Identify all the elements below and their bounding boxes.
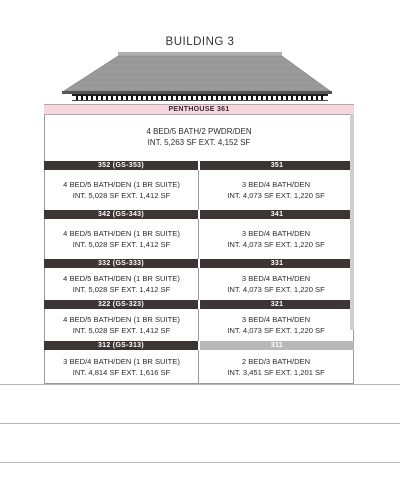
unit-number-bar: 322 (GS-323)	[44, 300, 198, 309]
building-title: BUILDING 3	[165, 36, 235, 48]
unit-number-bar: 351	[200, 161, 354, 170]
ground-line-2	[0, 423, 400, 424]
unit-area: INT. 3,451 SF EXT. 1,201 SF	[227, 368, 325, 377]
unit-cell	[199, 170, 354, 210]
roof-eave	[62, 91, 332, 94]
unit-number-bar: 352 (GS-353)	[44, 161, 198, 170]
unit-number-bar: 312 (GS-313)	[44, 341, 198, 350]
unit-area: INT. 4,814 SF EXT. 1,616 SF	[72, 368, 171, 377]
floor-row	[44, 161, 354, 210]
unit-layout: 3 BED/4 BATH/DEN (1 BR SUITE)	[63, 357, 180, 366]
unit-number-bar: 341	[200, 210, 354, 219]
unit-layout: 4 BED/5 BATH/DEN (1 BR SUITE)	[63, 229, 180, 238]
unit-number-bar: 331	[200, 259, 354, 268]
penthouse-label: PENTHOUSE 361	[44, 104, 354, 115]
unit-area: INT. 5,028 SF EXT. 1,412 SF	[72, 285, 171, 294]
unit-cell	[44, 219, 199, 259]
roof-illustration	[0, 0, 400, 110]
unit-cell	[44, 268, 199, 300]
unit-cell	[199, 268, 354, 300]
unit-area: INT. 5,028 SF EXT. 1,412 SF	[72, 240, 171, 249]
unit-layout: 4 BED/5 BATH/DEN (1 BR SUITE)	[63, 274, 180, 283]
unit-layout: 3 BED/4 BATH/DEN	[241, 274, 311, 283]
floor-row	[44, 210, 354, 259]
unit-cell	[199, 309, 354, 341]
floor-row	[44, 300, 354, 341]
ground-line	[0, 384, 400, 385]
penthouse-area: INT. 5,263 SF EXT. 4,152 SF	[147, 138, 251, 147]
unit-layout: 2 BED/3 BATH/DEN	[241, 357, 311, 366]
unit-area: INT. 4,073 SF EXT. 1,220 SF	[227, 326, 325, 335]
unit-number-bar: 321	[200, 300, 354, 309]
unit-number-bar: 332 (GS-333)	[44, 259, 198, 268]
unit-cell	[199, 219, 354, 259]
unit-area: INT. 5,028 SF EXT. 1,412 SF	[72, 191, 171, 200]
unit-number-bar: 342 (GS-343)	[44, 210, 198, 219]
unit-cell	[199, 350, 354, 384]
unit-layout: 4 BED/5 BATH/DEN (1 BR SUITE)	[63, 180, 180, 189]
unit-area: INT. 4,073 SF EXT. 1,220 SF	[227, 191, 325, 200]
unit-cell	[44, 170, 199, 210]
penthouse-railing	[72, 94, 328, 101]
unit-cell	[44, 309, 199, 341]
unit-area: INT. 4,073 SF EXT. 1,220 SF	[227, 285, 325, 294]
unit-area: INT. 5,028 SF EXT. 1,412 SF	[72, 326, 171, 335]
floor-row	[44, 259, 354, 300]
building-stack	[44, 104, 354, 384]
unit-layout: 3 BED/4 BATH/DEN	[241, 180, 311, 189]
penthouse-unit	[44, 115, 354, 161]
unit-number-bar: 311	[200, 341, 354, 350]
unit-cell	[44, 350, 199, 384]
roof	[64, 56, 330, 91]
unit-layout: 4 BED/5 BATH/DEN (1 BR SUITE)	[63, 315, 180, 324]
floor-row	[44, 341, 354, 384]
unit-layout: 3 BED/4 BATH/DEN	[241, 315, 311, 324]
unit-area: INT. 4,073 SF EXT. 1,220 SF	[227, 240, 325, 249]
unit-layout: 3 BED/4 BATH/DEN	[241, 229, 311, 238]
building-side-edge	[350, 114, 354, 330]
ground-line-3	[0, 462, 400, 463]
penthouse-layout: 4 BED/5 BATH/2 PWDR/DEN	[146, 127, 252, 136]
